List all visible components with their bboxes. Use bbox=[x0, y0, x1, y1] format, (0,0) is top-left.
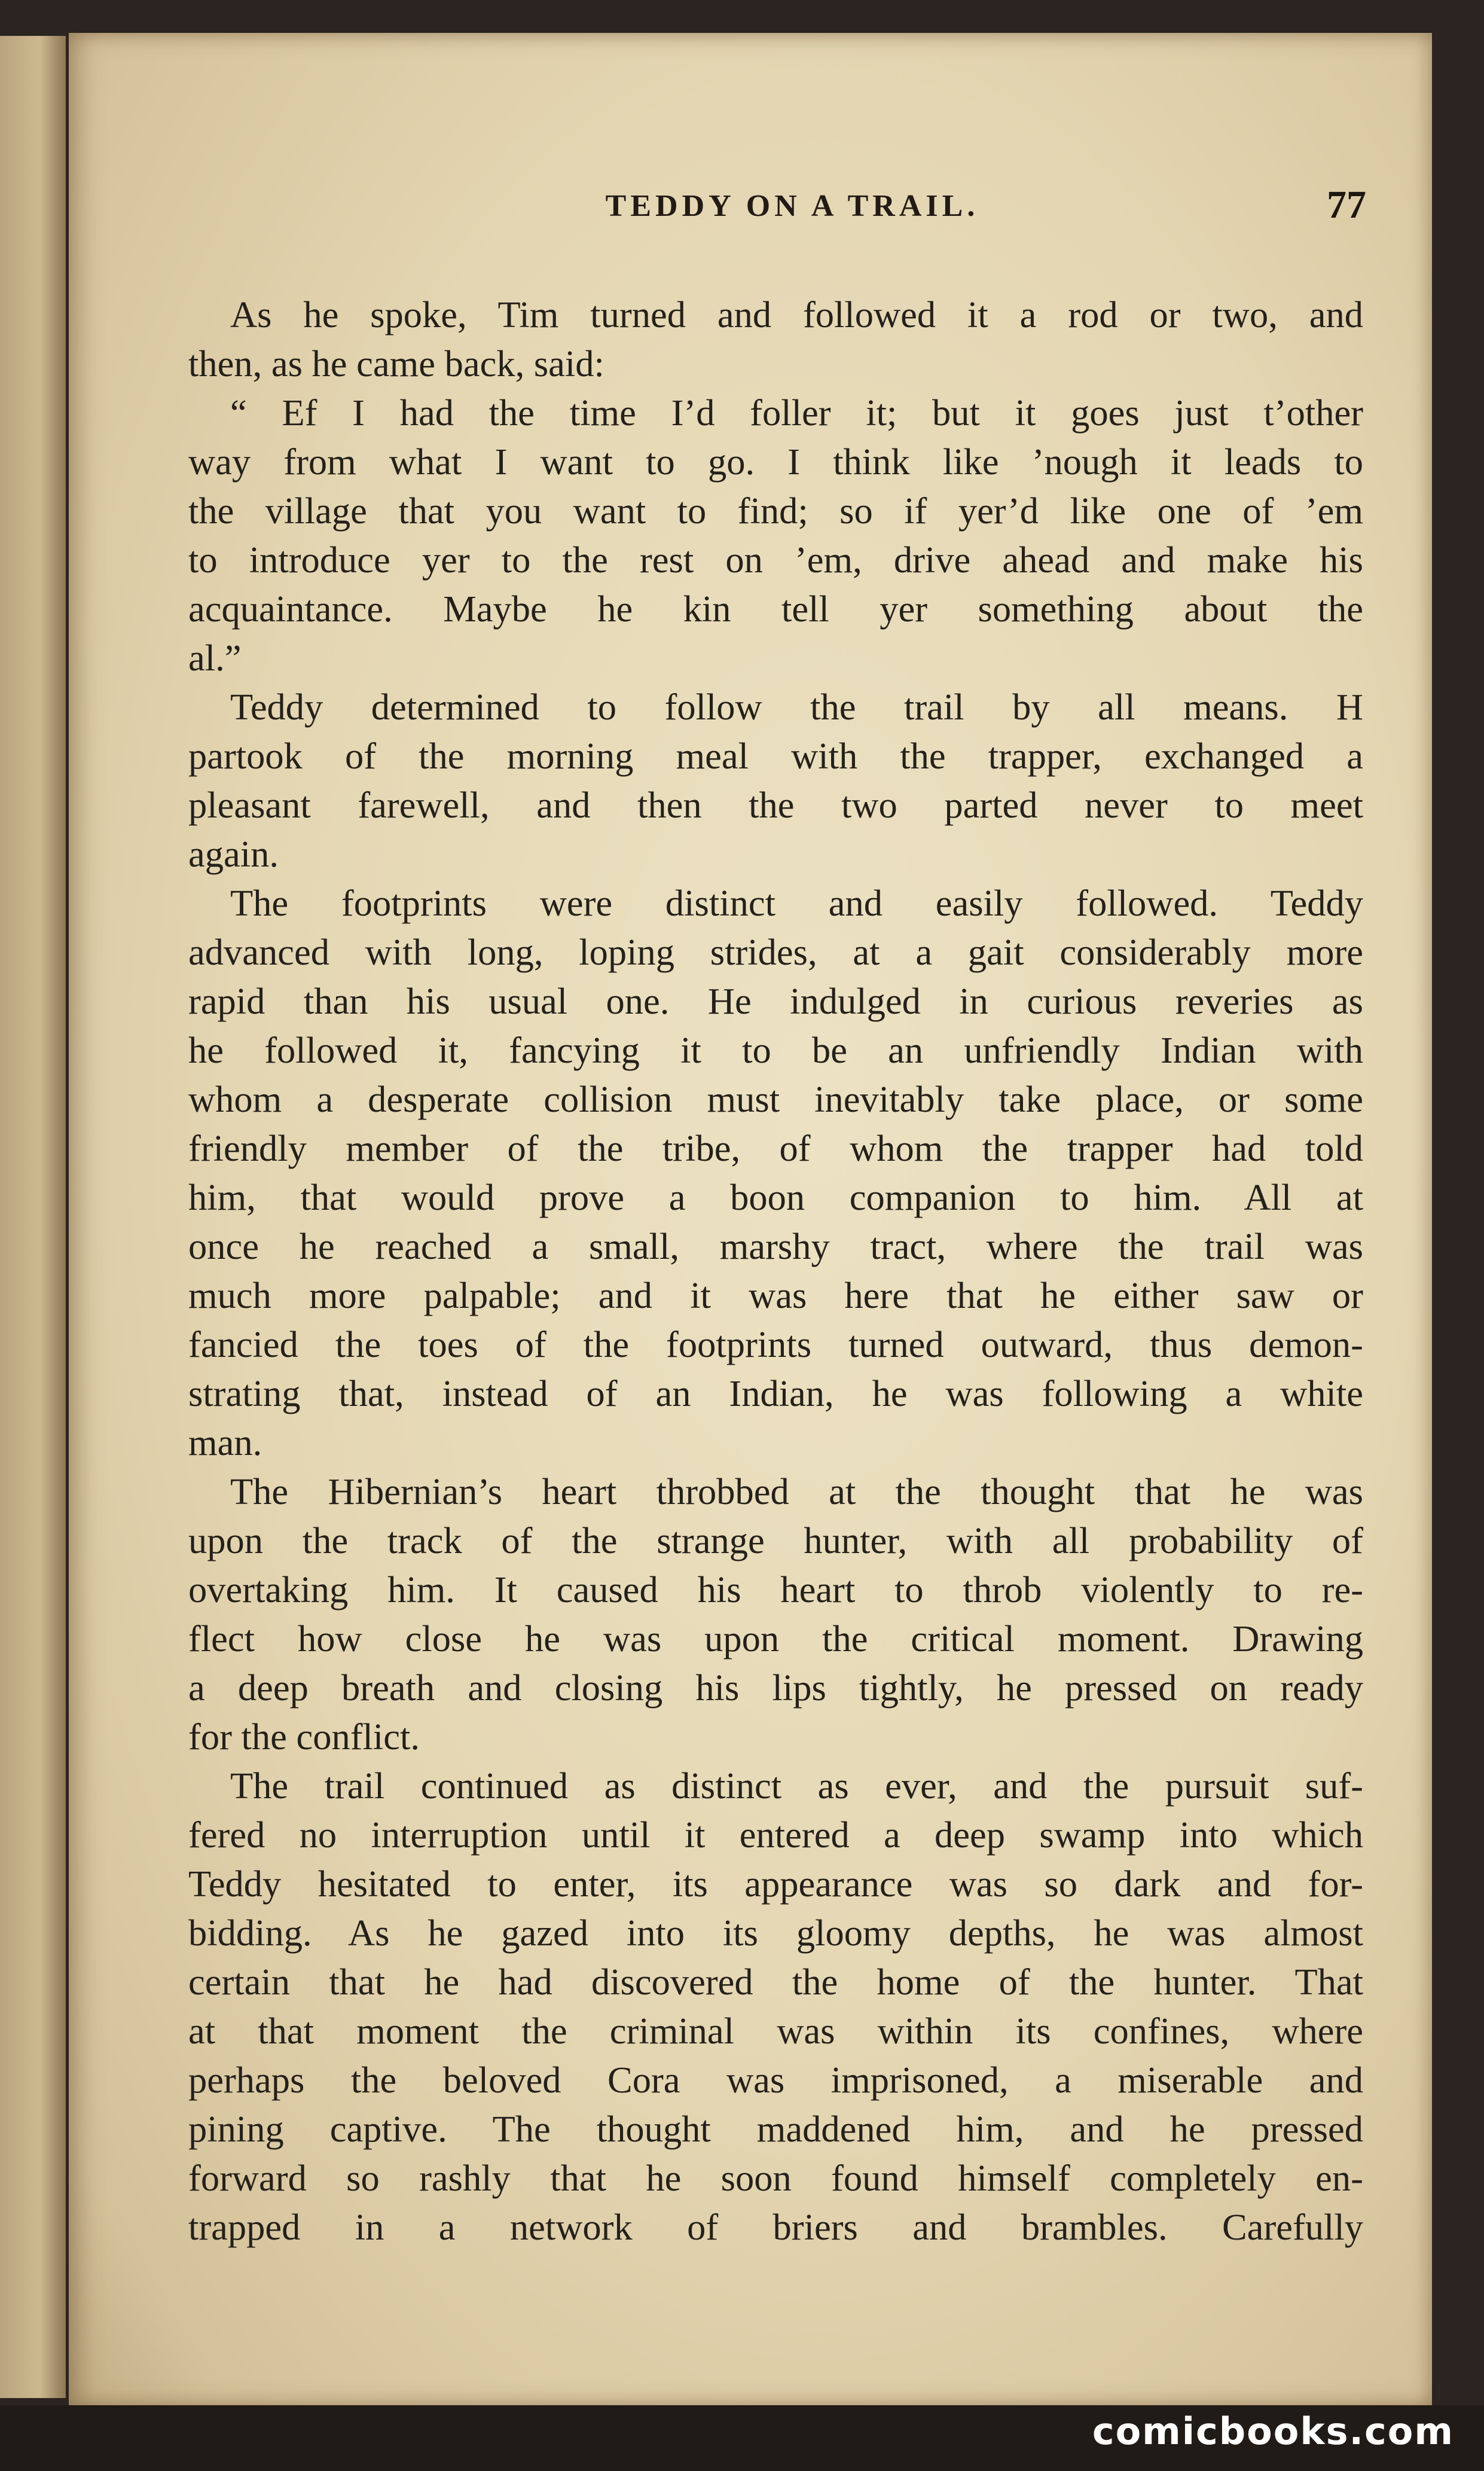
line-text: for the conflict. bbox=[188, 1716, 420, 1758]
book-page bbox=[69, 33, 1432, 2407]
text-line bbox=[188, 1124, 1363, 1173]
page-header bbox=[218, 182, 1366, 236]
line-text: perhaps the beloved Cora was imprisoned, a miserable and bbox=[188, 2059, 1363, 2101]
page-number: 77 bbox=[1327, 183, 1366, 227]
text-line bbox=[188, 878, 1363, 928]
line-text: once he reached a small, marshy tract, where the trail was bbox=[188, 1225, 1363, 1267]
line-text: a deep breath and closing his lips tightly, he pressed on ready bbox=[188, 1667, 1363, 1709]
text-line bbox=[188, 1859, 1363, 1908]
line-text: then, as he came back, said: bbox=[188, 343, 604, 385]
text-line bbox=[188, 1467, 1363, 1516]
line-text: to introduce yer to the rest on ’em, drive ahead and make his bbox=[188, 539, 1363, 581]
text-line bbox=[188, 2202, 1363, 2252]
text-line bbox=[188, 731, 1363, 780]
left-page-edge bbox=[0, 36, 66, 2398]
text-line bbox=[188, 1712, 1363, 1761]
text-line bbox=[188, 2055, 1363, 2104]
text-line bbox=[188, 535, 1363, 584]
text-line bbox=[188, 1369, 1363, 1418]
line-text: overtaking him. It caused his heart to throb violently to re- bbox=[188, 1569, 1363, 1610]
line-text: “ Ef I had the time I’d foller it; but it goes just t’other bbox=[230, 392, 1363, 434]
text-line bbox=[188, 2104, 1363, 2153]
line-text: pleasant farewell, and then the two parted never to meet bbox=[188, 784, 1363, 826]
text-line bbox=[188, 2153, 1363, 2202]
running-head: TEDDY ON A TRAIL. bbox=[605, 189, 979, 223]
line-text: Teddy hesitated to enter, its appearance was so dark and for- bbox=[188, 1863, 1363, 1905]
text-line bbox=[188, 339, 1363, 388]
line-text: Teddy determined to follow the trail by all means. H bbox=[230, 686, 1363, 728]
line-text: forward so rashly that he soon found himself completely en- bbox=[188, 2157, 1363, 2199]
text-line bbox=[188, 1614, 1363, 1663]
text-line bbox=[188, 486, 1363, 535]
text-line bbox=[188, 290, 1363, 339]
text-line bbox=[188, 1957, 1363, 2006]
line-text: pining captive. The thought maddened him, and he pressed bbox=[188, 2108, 1363, 2150]
text-line bbox=[188, 1810, 1363, 1859]
line-text: flect how close he was upon the critical moment. Drawing bbox=[188, 1618, 1363, 1659]
text-line bbox=[188, 1663, 1363, 1712]
text-line bbox=[188, 1075, 1363, 1124]
text-line bbox=[188, 977, 1363, 1026]
line-text: bidding. As he gazed into its gloomy depths, he was almost bbox=[188, 1912, 1363, 1954]
line-text: strating that, instead of an Indian, he was following a white bbox=[188, 1372, 1363, 1414]
line-text: fered no interruption until it entered a deep swamp into which bbox=[188, 1814, 1363, 1856]
line-text: As he spoke, Tim turned and followed it a rod or two, and bbox=[230, 294, 1363, 335]
text-line bbox=[188, 388, 1363, 437]
line-text: The Hibernian’s heart throbbed at the thought that he was bbox=[230, 1471, 1363, 1512]
text-line bbox=[188, 928, 1363, 977]
text-line bbox=[188, 1173, 1363, 1222]
line-text: the village that you want to find; so if yer’d like one of ’em bbox=[188, 490, 1363, 532]
line-text: whom a desperate collision must inevitably take place, or some bbox=[188, 1078, 1363, 1120]
text-line bbox=[188, 1908, 1363, 1957]
line-text: again. bbox=[188, 833, 279, 875]
line-text: acquaintance. Maybe he kin tell yer something about the bbox=[188, 588, 1363, 630]
line-text: upon the track of the strange hunter, with all probability of bbox=[188, 1520, 1363, 1561]
text-line bbox=[188, 1026, 1363, 1075]
line-text: at that moment the criminal was within its confines, where bbox=[188, 2010, 1363, 2052]
text-line bbox=[188, 682, 1363, 731]
text-line bbox=[188, 1271, 1363, 1320]
line-text: man. bbox=[188, 1421, 262, 1463]
line-text: trapped in a network of briers and brambles. Carefully bbox=[188, 2206, 1363, 2248]
line-text: friendly member of the tribe, of whom the trapper had told bbox=[188, 1127, 1363, 1169]
line-text: partook of the morning meal with the trapper, exchanged a bbox=[188, 735, 1363, 777]
text-line bbox=[188, 1222, 1363, 1271]
line-text: fancied the toes of the footprints turned outward, thus demon- bbox=[188, 1323, 1363, 1365]
body-text bbox=[188, 290, 1363, 2252]
line-text: certain that he had discovered the home of the hunter. That bbox=[188, 1961, 1363, 2003]
text-line bbox=[188, 829, 1363, 878]
text-line bbox=[188, 2006, 1363, 2055]
text-line bbox=[188, 1516, 1363, 1565]
watermark: comicbooks.com bbox=[1092, 2409, 1454, 2453]
line-text: way from what I want to go. I think like ’nough it leads to bbox=[188, 441, 1363, 483]
line-text: al.” bbox=[188, 637, 242, 679]
line-text: advanced with long, loping strides, at a gait considerably more bbox=[188, 931, 1363, 973]
text-line bbox=[188, 584, 1363, 633]
line-text: much more palpable; and it was here that he either saw or bbox=[188, 1274, 1363, 1316]
text-line bbox=[188, 1565, 1363, 1614]
text-line bbox=[188, 437, 1363, 486]
line-text: rapid than his usual one. He indulged in curious reveries as bbox=[188, 980, 1363, 1022]
line-text: The trail continued as distinct as ever, and the pursuit suf- bbox=[230, 1765, 1363, 1807]
text-line bbox=[188, 1320, 1363, 1369]
line-text: him, that would prove a boon companion to him. All at bbox=[188, 1176, 1363, 1218]
text-line bbox=[188, 780, 1363, 829]
text-line bbox=[188, 1761, 1363, 1810]
line-text: he followed it, fancying it to be an unfriendly Indian with bbox=[188, 1029, 1363, 1071]
text-line bbox=[188, 1418, 1363, 1467]
text-line bbox=[188, 633, 1363, 682]
line-text: The footprints were distinct and easily followed. Teddy bbox=[230, 882, 1363, 924]
